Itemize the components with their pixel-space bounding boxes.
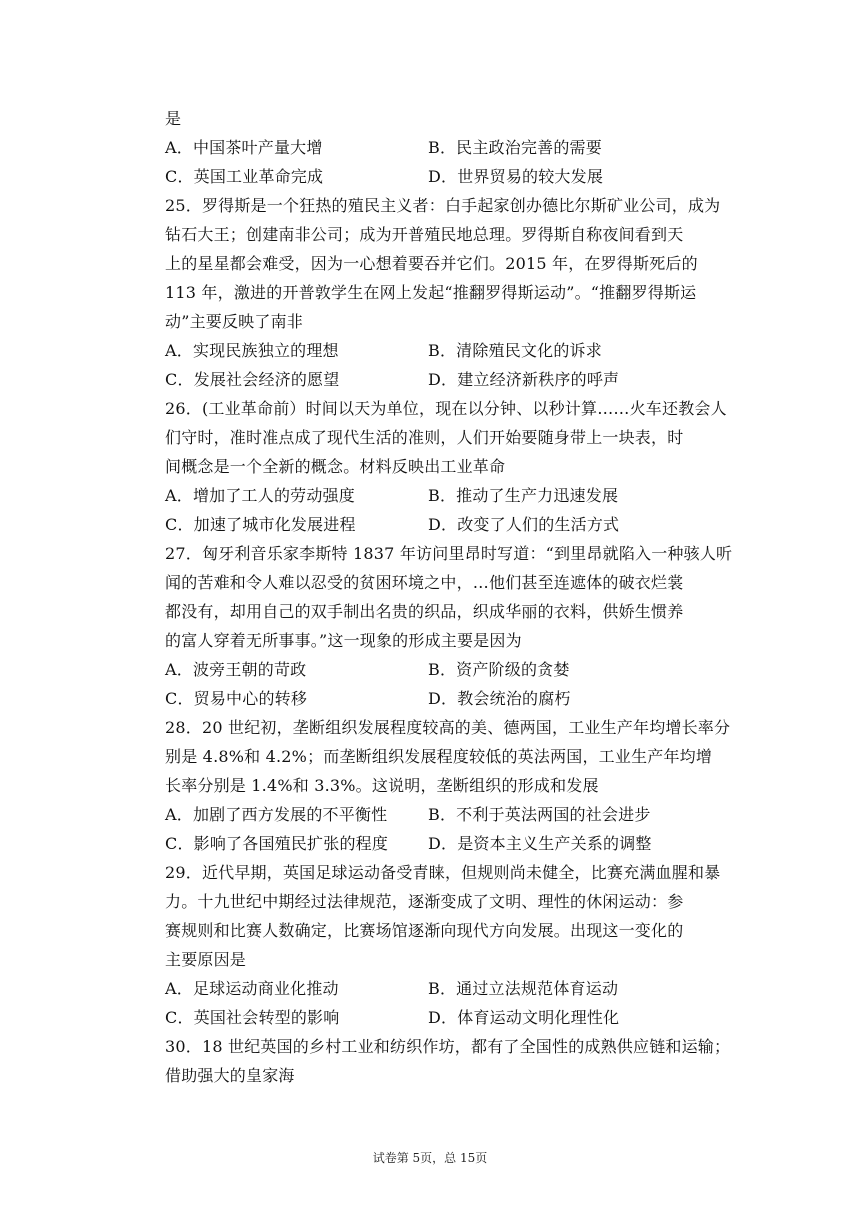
text-line: 都没有，却用自己的双手制出名贵的织品，织成华丽的衣料，供娇生惯养 bbox=[165, 602, 684, 621]
option-d: D．世界贸易的较大发展 bbox=[428, 167, 604, 186]
text-line: 是 bbox=[165, 109, 182, 128]
text-line: 力。十九世纪中期经过法律规范，逐渐变成了文明、理性的休闲运动：参 bbox=[165, 892, 684, 911]
text-line: 们守时，准时准点成了现代生活的准则，人们开始要随身带上一块表，时 bbox=[165, 428, 684, 447]
question-30: 30．18 世纪英国的乡村工业和纺织作坊，都有了全国性的成熟供应链和运输； bbox=[165, 1037, 731, 1056]
question-28: 28．20 世纪初，垄断组织发展程度较高的美、德两国，工业生产年均增长率分 bbox=[165, 718, 731, 737]
option-b: B．民主政治完善的需要 bbox=[428, 138, 602, 157]
question-26: 26．(工业革命前）时间以天为单位，现在以分钟、以秒计算……火车还教会人 bbox=[165, 399, 727, 418]
option-c: C．贸易中心的转移 bbox=[165, 689, 308, 708]
text-line: 赛规则和比赛人数确定，比赛场馆逐渐向现代方向发展。出现这一变化的 bbox=[165, 921, 684, 940]
option-a: A．实现民族独立的理想 bbox=[165, 341, 339, 360]
option-b: B．不利于英法两国的社会进步 bbox=[428, 805, 651, 824]
option-b: B．清除殖民文化的诉求 bbox=[428, 341, 602, 360]
option-d: D．改变了人们的生活方式 bbox=[428, 515, 620, 534]
text-line: 动”主要反映了南非 bbox=[165, 312, 303, 331]
text-line: 别是 4.8%和 4.2%；而垄断组织发展程度较低的英法两国，工业生产年均增 bbox=[165, 747, 713, 766]
option-c: C．发展社会经济的愿望 bbox=[165, 370, 340, 389]
option-a: A．足球运动商业化推动 bbox=[165, 979, 339, 998]
option-b: B．推动了生产力迅速发展 bbox=[428, 486, 619, 505]
option-d: D．体育运动文明化理性化 bbox=[428, 1008, 620, 1027]
question-29: 29．近代早期，英国足球运动备受青睐，但规则尚未健全，比赛充满血腥和暴 bbox=[165, 863, 721, 882]
option-a: A．波旁王朝的苛政 bbox=[165, 660, 307, 679]
option-d: D．建立经济新秩序的呼声 bbox=[428, 370, 620, 389]
text-line: 间概念是一个全新的概念。材料反映出工业革命 bbox=[165, 457, 506, 476]
text-line: 主要原因是 bbox=[165, 950, 247, 969]
option-d: D．是资本主义生产关系的调整 bbox=[428, 834, 652, 853]
option-d: D．教会统治的腐朽 bbox=[428, 689, 571, 708]
text-line: 上的星星都会难受，因为一心想着要吞并它们。2015 年，在罗得斯死后的 bbox=[165, 254, 698, 273]
page-footer: 试卷第 5页，总 15页 bbox=[372, 1151, 488, 1165]
text-line: 113 年，激进的开普敦学生在网上发起“推翻罗得斯运动”。“推翻罗得斯运 bbox=[165, 283, 697, 302]
option-b: B．资产阶级的贪婪 bbox=[428, 660, 570, 679]
option-c: C．英国社会转型的影响 bbox=[165, 1008, 340, 1027]
text-line: 闻的苦难和令人难以忍受的贫困环境之中，…他们甚至连遮体的破衣烂裳 bbox=[165, 573, 684, 592]
option-c: C．加速了城市化发展进程 bbox=[165, 515, 356, 534]
option-c: C．影响了各国殖民扩张的程度 bbox=[165, 834, 389, 853]
text-line: 借助强大的皇家海 bbox=[165, 1066, 295, 1085]
option-c: C．英国工业革命完成 bbox=[165, 167, 324, 186]
option-a: A．中国茶叶产量大增 bbox=[165, 138, 323, 157]
question-27: 27．匈牙利音乐家李斯特 1837 年访问里昂时写道：“到里昂就陷入一种骇人听 bbox=[165, 544, 733, 563]
text-line: 的富人穿着无所事事。”这一现象的形成主要是因为 bbox=[165, 631, 522, 650]
text-line: 长率分别是 1.4%和 3.3%。这说明，垄断组织的形成和发展 bbox=[165, 776, 599, 795]
text-line: 钻石大王；创建南非公司；成为开普殖民地总理。罗得斯自称夜间看到天 bbox=[165, 225, 684, 244]
option-b: B．通过立法规范体育运动 bbox=[428, 979, 619, 998]
option-a: A．增加了工人的劳动强度 bbox=[165, 486, 355, 505]
question-25: 25．罗得斯是一个狂热的殖民主义者：白手起家创办德比尔斯矿业公司，成为 bbox=[165, 196, 721, 215]
option-a: A．加剧了西方发展的不平衡性 bbox=[165, 805, 388, 824]
